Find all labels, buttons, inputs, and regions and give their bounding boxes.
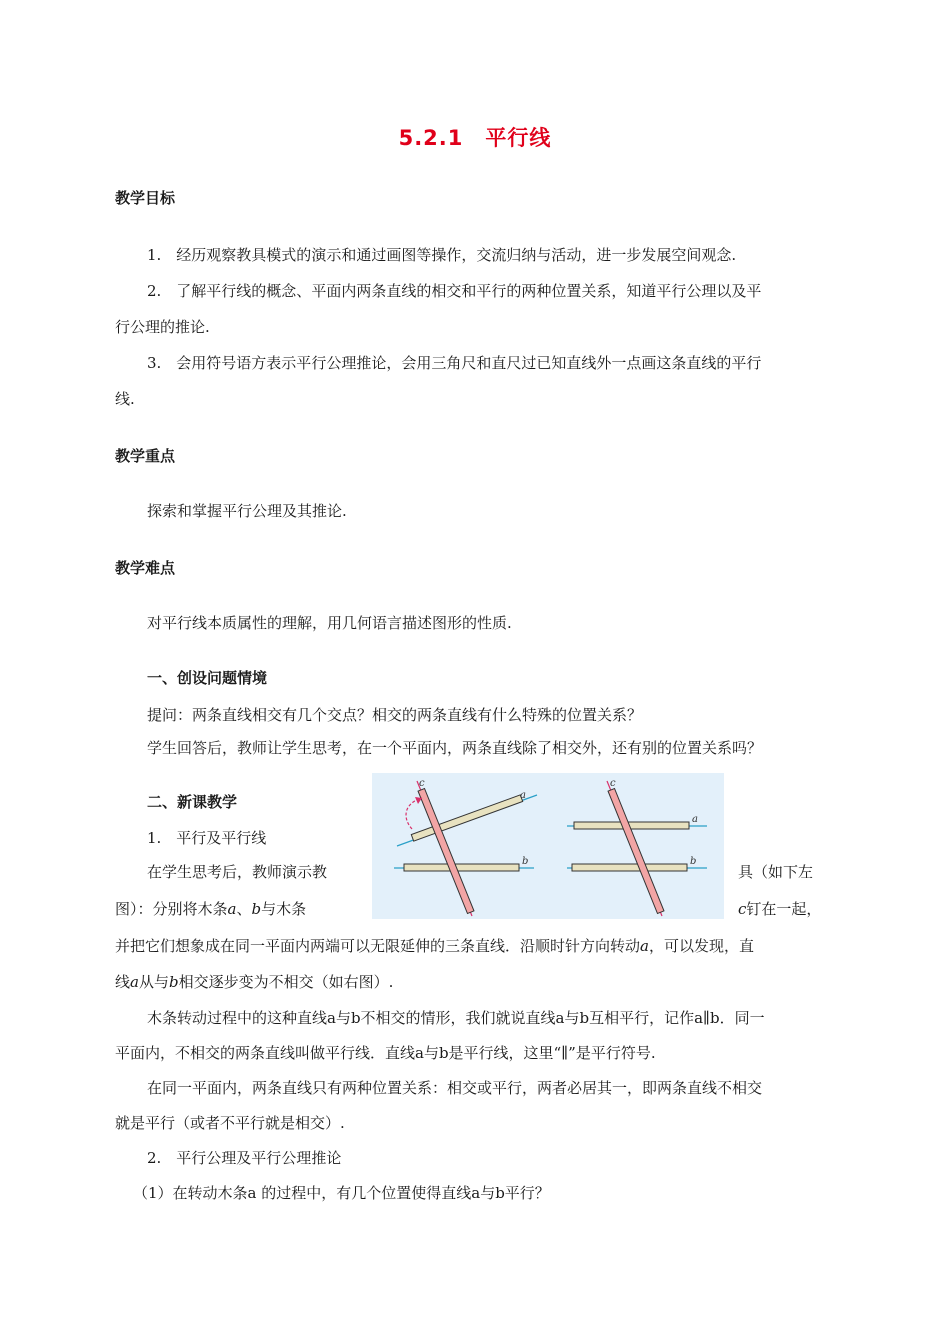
demo-line-4-pre: 线	[115, 973, 131, 991]
key-point-heading: 教学重点	[115, 447, 176, 465]
label-a-left: a	[520, 790, 526, 801]
var-c: c	[738, 900, 747, 918]
section1-line-2: 学生回答后，教师让学生思考，在一个平面内，两条直线除了相交外，还有别的位置关系吗？	[147, 739, 763, 757]
demo-line-3-end: ，可以发现，直	[648, 937, 754, 955]
demo-line-4	[115, 972, 393, 992]
var-b: b	[251, 900, 262, 918]
objectives-heading: 教学目标	[115, 189, 176, 207]
objective-item-3: 3. 会用符号语方表示平行公理推论，会用三角尺和直尺过已知直线外一点画这条直线的平行	[147, 354, 762, 372]
sticks-figure	[372, 773, 724, 919]
page-title: 5.2.1 平行线	[398, 126, 552, 150]
stick-c-left	[418, 788, 474, 913]
demo-line-3-text: 并把它们想象成在同一平面内两端可以无限延伸的三条直线．沿顺时针方向转动	[115, 937, 641, 955]
var-a: a	[130, 973, 139, 991]
section1-heading: 一、创设问题情境	[147, 669, 268, 687]
difficulty-text: 对平行线本质属性的理解，用几何语言描述图形的性质.	[147, 614, 512, 632]
demo-line-4-end: 相交逐步变为不相交（如右图）.	[178, 973, 394, 991]
objective-item-2-cont: 行公理的推论.	[115, 318, 210, 336]
label-a-right: a	[692, 814, 698, 825]
demo-line-2-sep: 、	[236, 900, 252, 918]
section2-heading: 二、新课教学	[147, 793, 238, 811]
demo-line-2-end: 钉在一起，	[746, 900, 822, 918]
section1-line-1: 提问：两条直线相交有几个交点？相交的两条直线有什么特殊的位置关系？	[147, 706, 643, 724]
stick-a-right	[574, 822, 689, 829]
demo-line-2-mid: 与木条	[261, 900, 307, 918]
stick-b-left	[404, 864, 519, 871]
difficulty-heading: 教学难点	[115, 559, 176, 577]
relation-line-1: 在同一平面内，两条直线只有两种位置关系：相交或平行，两者必居其一，即两条直线不相交	[147, 1079, 763, 1097]
objective-item-1: 1. 经历观察教具模式的演示和通过画图等操作，交流归纳与活动，进一步发展空间观念.	[147, 246, 737, 264]
stick-b-right	[572, 864, 687, 871]
demo-line-2-text: 图）：分别将木条	[115, 900, 228, 918]
demo-line-3	[115, 936, 754, 956]
var-b: b	[168, 973, 179, 991]
sticks-diagram	[372, 773, 724, 919]
objective-item-2: 2. 了解平行线的概念、平面内两条直线的相交和平行的两种位置关系，知道平行公理以及平	[147, 282, 762, 300]
var-a: a	[227, 900, 237, 918]
subsection-2-title: 2. 平行公理及平行公理推论	[147, 1149, 342, 1167]
label-c-left: c	[419, 778, 425, 789]
subsection-1-title: 1. 平行及平行线	[147, 829, 267, 847]
label-c-right: c	[610, 778, 616, 789]
demo-line-4-mid: 从与	[138, 973, 169, 991]
demo-line-1b: 具（如下左	[738, 863, 814, 881]
demo-line-2a	[115, 899, 306, 919]
demo-line-1a: 在学生思考后，教师演示教	[147, 863, 328, 881]
parallel-def-line-1: 木条转动过程中的这种直线a与b不相交的情形，我们就说直线a与b互相平行，记作a∥b．同一	[147, 1009, 765, 1027]
objective-item-3-cont: 线.	[115, 390, 135, 408]
label-b-left: b	[522, 856, 529, 867]
question-1: （1）在转动木条a 的过程中，有几个位置使得直线a与b平行？	[133, 1184, 550, 1202]
label-b-right: b	[690, 856, 697, 867]
arrow-head-icon	[415, 797, 422, 804]
parallel-def-line-2: 平面内，不相交的两条直线叫做平行线．直线a与b是平行线，这里“∥”是平行符号.	[115, 1044, 656, 1062]
relation-line-2: 就是平行（或者不平行就是相交）.	[115, 1114, 345, 1132]
key-point-text: 探索和掌握平行公理及其推论.	[147, 502, 347, 520]
rotation-arrow-icon	[406, 798, 422, 829]
var-a: a	[640, 937, 649, 955]
stick-c-right	[608, 788, 664, 913]
demo-line-2b	[738, 899, 821, 919]
